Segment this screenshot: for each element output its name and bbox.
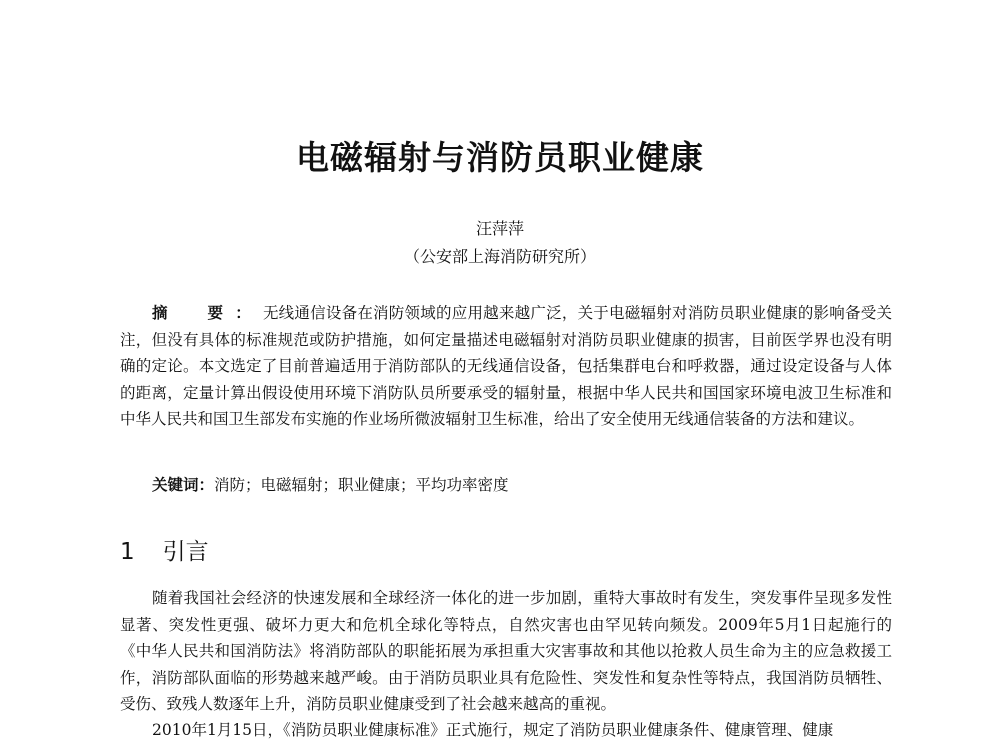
keywords xyxy=(152,473,509,495)
keywords-label: 关键词： xyxy=(152,476,215,494)
author-name: 汪萍萍 xyxy=(475,219,524,238)
section-number: 1 xyxy=(120,539,135,565)
abstract-label: 摘 要： xyxy=(152,304,263,322)
body-paragraph: 随着我国社会经济的快速发展和全球经济一体化的进一步加剧，重特大事故时有发生，突发事件呈现多发性显著、突发性更强、破坏力更大和危机全球化等特点，自然灾害也由罕见转向频发。2009年5月1日起施行的《中华人民共和国消防法》将消防部队的职能拓展为承担重大灾害事故和其他以抢救人员生命为主的应急救援工作，消防部队面临的形势越来越严峻。由于消防员职业具有危险性、突发性和复杂性等特点，我国消防员牺牲、受伤、致残人数逐年上升，消防员职业健康受到了社会越来越高的重视。 xyxy=(120,589,892,713)
paper-title: 电磁辐射与消防员职业健康 xyxy=(296,138,704,177)
keywords-text: 消防；电磁辐射；职业健康；平均功率密度 xyxy=(214,476,509,494)
section-title: 引言 xyxy=(162,539,209,565)
section-heading xyxy=(120,533,209,566)
body-paragraph: 2010年1月15日，《消防员职业健康标准》正式施行，规定了消防员职业健康条件、健康管理、健康 xyxy=(152,721,834,739)
author-affiliation: （公安部上海消防研究所） xyxy=(403,247,596,266)
abstract-text: 无线通信设备在消防领域的应用越来越广泛，关于电磁辐射对消防员职业健康的影响备受关注，但没有具体的标准规范或防护措施，如何定量描述电磁辐射对消防员职业健康的损害，目前医学界也没有明确的定论。本文选定了目前普遍适用于消防部队的无线通信设备，包括集群电台和呼救器，通过设定设备与人体的距离，定量计算出假设使用环境下消防队员所要承受的辐射量，根据中华人民共和国国家环境电波卫生标准和中华人民共和国卫生部发布实施的作业场所微波辐射卫生标准，给出了安全使用无线通信装备的方法和建议。 xyxy=(120,304,892,428)
abstract xyxy=(120,300,892,433)
